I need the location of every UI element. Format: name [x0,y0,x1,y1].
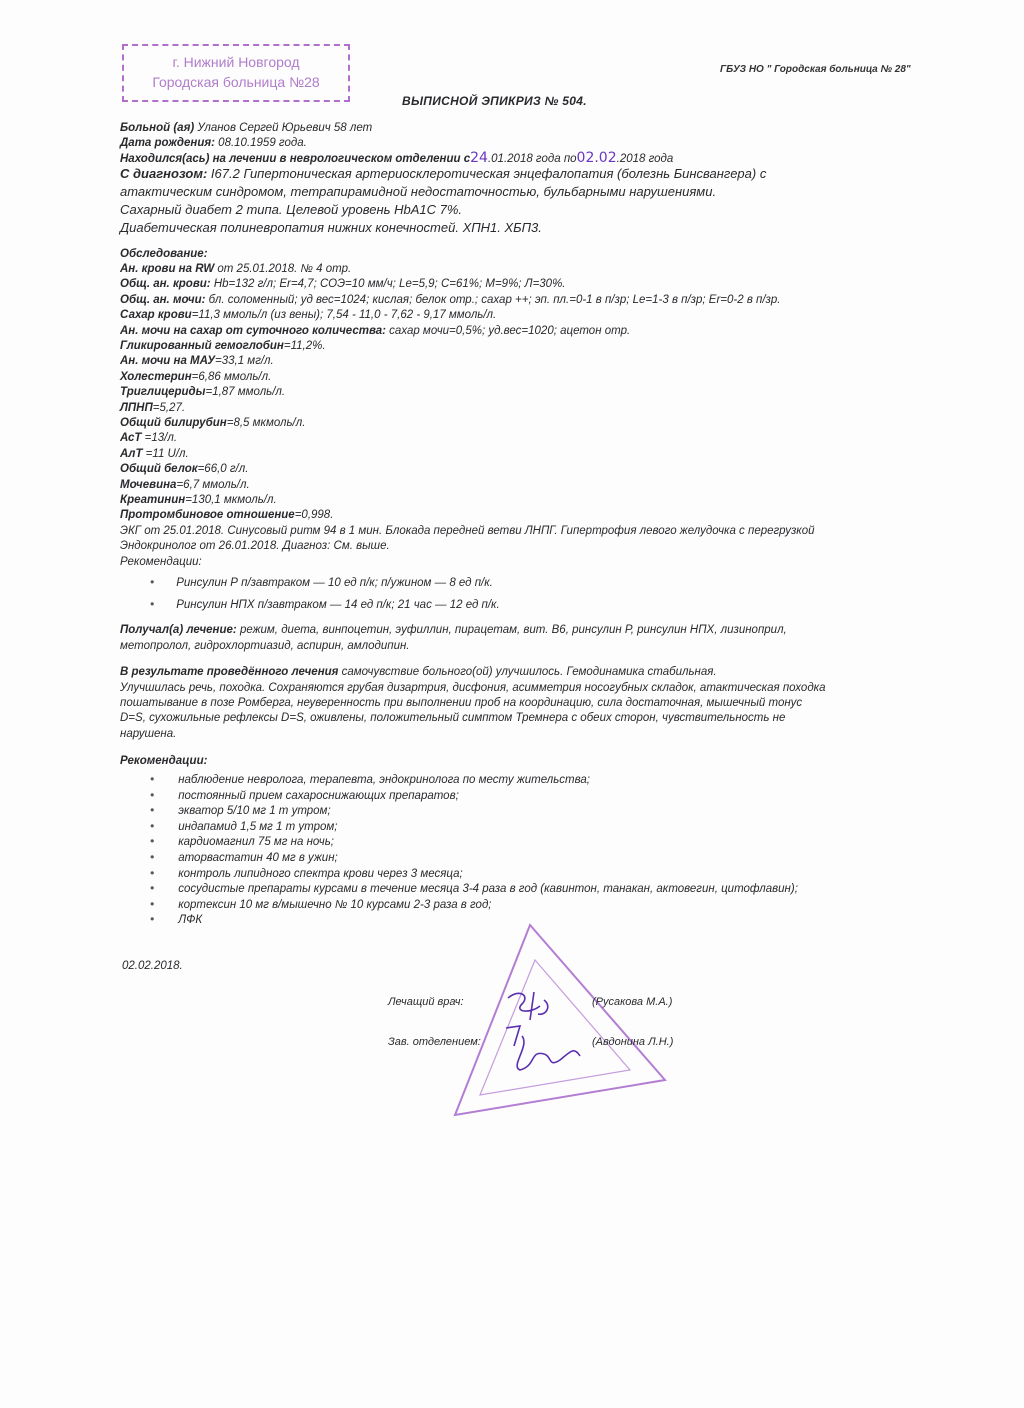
diagnosis-line-2: атактическим синдромом, тетрапирамидной недостаточностью, бульбарными нарушениями. [120,184,717,199]
recommendation-item [150,866,463,880]
exam-label: Ан. крови на RW [120,263,215,275]
exam-heading [120,248,208,260]
exam-value: =66,0 г/л. [197,463,249,476]
recommendation-item [150,912,202,926]
discharge-date: 02.02.2018. [122,960,183,972]
recommendation-text: индапамид 1,5 мг 1 т утром; [178,820,338,833]
recs-heading-text: Рекомендации: [120,755,208,767]
exam-line [120,479,250,491]
exam-line [120,402,185,414]
exam-label: Сахар крови [120,309,192,322]
recommendation-item [150,850,338,864]
diagnosis-line-4: Диабетическая полиневропатия нижних конечностей. ХПН1. ХБП3. [120,220,542,235]
recommendation-item [150,788,459,802]
result-line-2: Улучшилась речь, походка. Сохраняются грубая дизартрия, дисфония, асимметрия носогубных складок, атактическая походка [120,682,826,694]
bullet-icon: • [150,772,155,786]
exam-line [120,556,202,568]
exam-line [120,463,248,475]
stay-line [120,150,673,166]
document-title: ВЫПИСНОЙ ЭПИКРИЗ № 504. [402,94,587,108]
result-label: В результате проведённого лечения [120,666,339,678]
bullet-icon: • [150,865,155,880]
exam-label: Ан. мочи на МАУ [120,355,216,368]
exam-value: от 25.01.2018. № 4 отр. [214,263,352,275]
doctor-label: Лечащий врач: [388,996,464,1008]
bullet-icon: • [150,803,155,818]
stay-to-rest: .2018 года [616,153,674,165]
exam-value: Рекомендации: [120,555,202,568]
handwritten-from: 24 [470,150,488,166]
treatment-label: Получал(а) лечение: [120,624,237,636]
result-line-4: D=S, сухожильные рефлексы D=S, оживлены, положительный симптом Тремнера с обеих сторон, чувствительность не [120,712,786,724]
exam-value: =1,87 ммоль/л. [205,386,286,399]
exam-line [120,540,390,552]
exam-label: Холестерин [120,370,192,383]
exam-value: =13/л. [141,432,178,445]
exam-line [120,371,271,383]
exam-label: Гликированный гемоглобин [120,340,284,352]
exam-value: Hb=132 г/л; Er=4,7; СОЭ=10 мм/ч; Le=5,9; С=61%; М=9%; Л=30%. [210,278,566,291]
birth-label: Дата рождения: [120,137,215,149]
exam-line [120,263,351,275]
diagnosis-label: С диагнозом: [120,166,208,181]
treatment-text-1: режим, диета, винпоцетин, эуфиллин, пирацетам, вит. В6, ринсулин Р, ринсулин НПХ, лизиноприл, [236,624,787,636]
exam-value: =11 U/л. [142,447,189,460]
hospital-stamp [122,44,350,102]
patient-line [120,122,372,134]
treatment-line-2: метопролол, гидрохлортиазид, аспирин, амлодипин. [120,640,410,652]
recommendation-item [150,819,337,833]
exam-label: Протромбиновое отношение [120,509,295,522]
exam-value: =11,3 ммоль/л (из вены); 7,54 - 11,0 - 7,62 - 9,17 ммоль/л. [191,309,497,322]
endo-rec-item [150,575,493,589]
recommendation-text: кортексин 10 мг в/мышечно № 10 курсами 2-3 раза в год; [178,898,492,911]
exam-value: =33,1 мг/л. [215,355,274,368]
diagnosis-line-1 [120,166,766,181]
exam-line [120,325,630,337]
stay-from-rest: .01.2018 года по [487,153,577,165]
exam-label: Общ. ан. крови: [120,278,211,291]
result-line-1 [120,666,717,678]
recommendation-text: ЛФК [178,914,203,927]
recommendation-text: сосудистые препараты курсами в течение месяца 3-4 раза в год (кавинтон, танакан, актовегин, цитофлавин); [178,883,798,896]
exam-value: =5,27. [152,401,186,414]
bullet-icon: • [150,881,155,896]
head-signature [500,1016,590,1076]
exam-line [120,494,277,506]
exam-label: АлТ [120,447,143,460]
stamp-line-1: г. Нижний Новгород [172,54,300,70]
recommendation-text: контроль липидного спектра крови через 3 месяца; [178,867,463,880]
recommendation-text: аторвастатин 40 мг в ужин; [178,852,338,864]
exam-label: Ан. мочи на сахар от суточного количества: [120,324,386,337]
exam-value: =11,2%. [283,340,326,352]
exam-value: бл. соломенный; уд вес=1024; кислая; белок отр.; сахар ++; эп. пл.=0-1 в п/зр; Le=1-3 в п/зр; Er=0-2 в п/зр. [205,293,781,306]
exam-value: ЭКГ от 25.01.2018. Синусовый ритм 94 в 1 мин. Блокада передней ветви ЛНПГ. Гипертрофия левого желудочка с перегрузкой [120,524,815,537]
recommendation-item [150,897,492,911]
exam-heading-text: Обследование: [120,248,208,260]
bullet-icon: • [150,787,155,802]
diagnosis-line-3: Сахарный диабет 2 типа. Целевой уровень HbA1C 7%. [120,202,463,217]
exam-label: Мочевина [120,478,177,491]
diagnosis-text-1: I67.2 Гипертоническая артериосклеротическая энцефалопатия (болезнь Бинсвангера) с [210,166,767,181]
exam-label: Общий билирубин [120,417,227,429]
recommendation-item [150,834,334,848]
bullet-icon: • [150,896,155,911]
exam-value: сахар мочи=0,5%; уд.вес=1020; ацетон отр. [385,324,631,337]
exam-line [120,294,781,306]
exam-line [120,309,496,321]
birth-value: 08.10.1959 года. [218,137,307,149]
patient-label: Больной (ая) [120,122,195,134]
handwritten-to: 02.02 [576,150,617,166]
exam-label: Общ. ан. мочи: [120,293,206,306]
head-label: Зав. отделением: [388,1036,481,1048]
bullet-icon: • [150,850,155,864]
exam-label: ЛПНП [120,401,153,414]
exam-line [120,278,566,290]
endo-rec-text: Ринсулин НПХ п/завтраком — 14 ед п/к; 21 час — 12 ед п/к. [176,599,500,611]
hospital-name: ГБУЗ НО " Городская больница № 28" [720,64,911,75]
exam-value: =0,998. [294,509,334,522]
exam-line [120,448,189,460]
exam-value: =8,5 мкмоль/л. [226,417,306,429]
endo-rec-item [150,597,500,611]
stay-label: Находился(ась) на лечении в неврологическом отделении с [120,153,471,165]
treatment-line-1 [120,624,787,636]
recommendation-item [150,772,590,786]
exam-line [120,386,285,398]
exam-value: Эндокринолог от 26.01.2018. Диагноз: См. выше. [120,540,390,553]
exam-label: Общий белок [120,463,198,476]
exam-label: Триглицериды [120,386,206,399]
bullet-icon: • [150,818,155,833]
exam-value: =130,1 мкмоль/л. [185,494,277,506]
exam-label: Креатинин [120,494,186,506]
stamp-line-2: Городская больница №28 [152,74,320,90]
exam-line [120,417,305,429]
endo-rec-text: Ринсулин Р п/завтраком — 10 ед п/к; п/ужином — 8 ед п/к. [176,577,493,589]
doctor-name: (Русакова М.А.) [592,996,673,1008]
recommendation-text: наблюдение невролога, терапевта, эндокринолога по месту жительства; [178,774,590,786]
recommendation-text: экватор 5/10 мг 1 т утром; [178,805,331,818]
exam-line [120,509,333,521]
head-name: (Авдонина Л.Н.) [592,1036,674,1048]
exam-line [120,525,815,537]
bullet-icon: • [150,834,155,849]
exam-line [120,432,177,444]
exam-label: АсТ [120,432,142,445]
result-line-3: пошатывание в позе Ромберга, неуверенность при выполнении проб на координацию, сила достаточная, мышечный тонус [120,697,803,709]
recs-heading [120,755,207,767]
birth-line [120,137,307,149]
result-text-1: самочувствие больного(ой) улучшилось. Гемодинамика стабильная. [338,666,717,678]
exam-value: =6,7 ммоль/л. [176,478,250,491]
bullet-icon: • [150,575,155,589]
exam-line [120,355,274,367]
bullet-icon: • [150,912,155,927]
bullet-icon: • [150,597,155,611]
recommendation-text: кардиомагнил 75 мг на ночь; [178,836,334,849]
recommendation-item [150,881,798,895]
exam-value: =6,86 ммоль/л. [191,370,272,383]
recommendation-item [150,803,331,817]
exam-line [120,340,326,352]
patient-value: Уланов Сергей Юрьевич 58 лет [197,122,373,134]
recommendation-text: постоянный прием сахароснижающих препаратов; [178,789,459,802]
result-line-5: нарушена. [120,728,177,740]
